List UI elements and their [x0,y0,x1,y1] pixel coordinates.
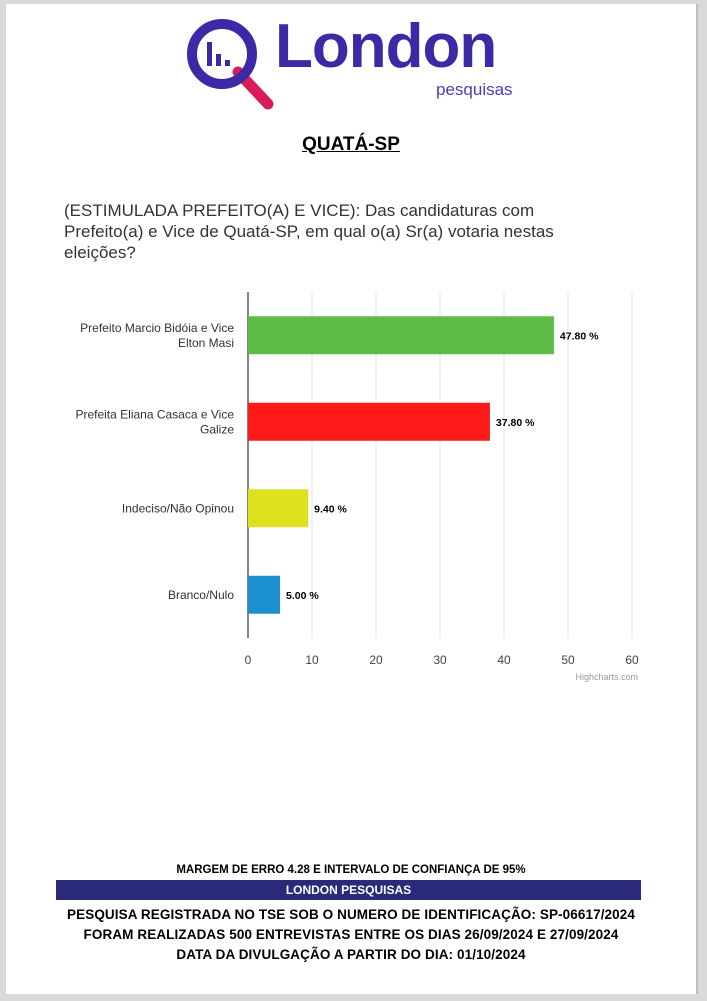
london-band: LONDON PESQUISAS [56,880,641,900]
magnifier-icon [182,12,282,112]
page-title: QUATÁ-SP [302,134,400,155]
x-tick-label: 30 [433,653,447,667]
data-label: 9.40 % [314,503,347,516]
chart-credit: Highcharts.com [575,672,638,682]
logo-brand: London [275,12,497,81]
release-date: DATA DA DIVULGAÇÃO A PARTIR DO DIA: 01/10/2024 [176,947,526,962]
x-tick-label: 0 [244,653,252,667]
question-text: (ESTIMULADA PREFEITO(A) E VICE): Das candidaturas com Prefeito(a) e Vice de Quatá-SP, em qual o(a) Sr(a) votaria nestas eleições? [64,201,554,262]
bar [248,576,280,614]
margin-note: MARGEM DE ERRO 4.28 E INTERVALO DE CONFIANÇA DE 95% [176,864,526,876]
category-label: Elton Masi [177,335,234,350]
bar-chart [46,292,656,697]
category-label: Prefeito Marcio Bidóia e Vice [80,320,234,335]
tse-registration: PESQUISA REGISTRADA NO TSE SOB O NUMERO DE IDENTIFICAÇÃO: SP-06617/2024 [67,907,635,922]
interviews-info: FORAM REALIZADAS 500 ENTREVISTAS ENTRE OS DIAS 26/09/2024 E 27/09/2024 [83,927,619,942]
data-label: 5.00 % [286,589,319,602]
x-tick-label: 40 [497,653,511,667]
category-label: Prefeita Eliana Casaca e Vice [75,407,234,422]
bar [248,316,554,354]
logo-subtitle: pesquisas [436,80,513,99]
data-label: 37.80 % [495,416,535,429]
x-tick-label: 10 [305,653,319,667]
x-tick-label: 50 [561,653,575,667]
data-label: 47.80 % [559,330,599,343]
bar [248,403,490,441]
chart-svg [46,292,656,692]
report-sheet [6,4,698,994]
category-label: Indeciso/Não Opinou [121,501,234,516]
category-label: Branco/Nulo [167,587,234,602]
bar [248,489,308,527]
category-label: Galize [199,422,234,437]
x-tick-label: 60 [625,653,639,667]
london-logo [182,12,527,112]
x-tick-label: 20 [369,653,383,667]
